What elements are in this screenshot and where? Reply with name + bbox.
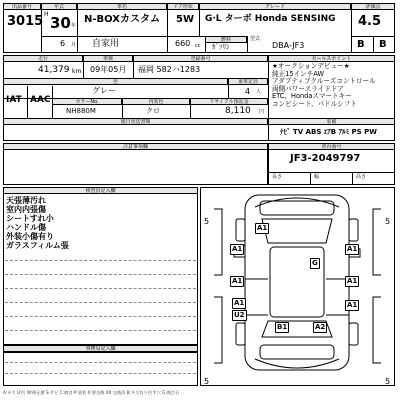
damage-mark: U2 — [234, 311, 245, 319]
inspector-note: ガラスフィルム張 — [6, 241, 69, 250]
damage-mark: B1 — [277, 323, 288, 331]
score-value: 4.5 — [358, 14, 382, 29]
transmission: IAT — [6, 95, 22, 105]
wheel-rear-right — [349, 323, 358, 345]
tread-front-right: 5 — [385, 217, 391, 226]
inspector-note: ハンドル傷 — [6, 223, 46, 232]
interior-color-label: 内装色 — [122, 98, 190, 105]
tread-front-left: 5 — [204, 217, 210, 226]
car-body-outline — [245, 195, 349, 370]
wheel-front-left — [236, 219, 245, 241]
selling-point: アダプティブクルーズコントロール — [272, 77, 376, 86]
inspector-note: 外装小傷有り — [6, 232, 54, 241]
recycle-unit: 円 — [259, 109, 265, 115]
year-suffix: 年 — [71, 23, 77, 29]
year-label: 年式 — [41, 3, 77, 10]
damage-mark: A1 — [347, 277, 358, 285]
inspector-notes — [6, 196, 156, 250]
interior-score: B — [357, 39, 365, 50]
lot-label: 出品番号 — [3, 3, 41, 10]
damage-mark: A1 — [232, 245, 243, 253]
damage-mark: A1 — [234, 299, 245, 307]
seats-label: 乗車定員 — [228, 78, 268, 85]
selling-points-label: セールスポイント — [268, 55, 395, 62]
damage-mark: A2 — [315, 323, 326, 331]
doors-value: 5W — [176, 14, 194, 25]
color-no-label: カラーNo. — [52, 98, 122, 105]
mileage-label: 走行 — [3, 55, 83, 62]
mileage-value: 41,379 — [38, 65, 70, 75]
month-value: 6 — [60, 39, 66, 48]
original-docs-label: 後日発送書類 — [3, 118, 268, 125]
seats-value: 4 — [245, 87, 251, 96]
wheel-front-right — [349, 219, 358, 241]
plate-value: 福岡 582ハ1283 — [138, 65, 201, 74]
selling-point: コンビシート、パドルシフト — [272, 99, 357, 108]
damage-mark: A1 — [257, 224, 268, 232]
damage-mark: G — [312, 259, 318, 267]
exterior-score: B — [379, 39, 387, 50]
equipment-value: ﾅﾋﾞ TV ABS ｴｱB ｱﾙﾐ PS PW — [280, 128, 377, 136]
color-value: グレー — [92, 86, 116, 95]
interior-color-value: クロ — [146, 107, 160, 115]
tread-rear-right: 5 — [385, 377, 391, 386]
plate-label: 登録番号 — [133, 55, 268, 62]
doors-label: ドア形状 — [167, 3, 199, 10]
chassis-height-label: 高さ — [356, 174, 367, 180]
aircon: AAC — [30, 95, 51, 105]
color-label: 色 — [3, 78, 228, 85]
selling-point: 純正15インチAW — [272, 69, 325, 78]
inspector-note: 天張薄汚れ — [6, 196, 46, 205]
inspection-value: 09年05月 — [90, 65, 127, 74]
inspector-note: シートすれ小 — [6, 214, 54, 223]
inspector-label: 検査員記入欄 — [3, 187, 198, 194]
damage-mark: A1 — [232, 277, 243, 285]
tread-rear-left: 5 — [204, 377, 210, 386]
chassis-value: JF3-2049797 — [290, 153, 361, 164]
car-name: N-BOXカスタム — [84, 14, 160, 25]
chassis-label: 車台番号 — [268, 143, 395, 150]
recycle-value: 8,110 — [225, 106, 251, 116]
selling-points-list — [272, 63, 394, 109]
selling-point: ★オークションデビュー★ — [272, 62, 350, 70]
chassis-length-label: 長さ — [272, 174, 283, 180]
chassis-width-label: 幅 — [314, 174, 320, 180]
footer-legend: A:キズ U:凹 W:修正歴 S:サビ C:腐食 P:塗装 X:要交換 XX:交換済 B:キズ有り凹 Y:穴 G:飛び石 — [3, 390, 180, 395]
equipment-label: 装備 — [268, 118, 395, 125]
lot-number: 3015 — [7, 14, 44, 29]
wheel-rear-left — [236, 323, 245, 345]
inspector-note: 室内内張傷 — [6, 205, 46, 214]
car-name-label: 車名 — [77, 3, 167, 10]
score-label: 評価点 — [351, 3, 395, 10]
selling-point: ETC、Hondaスマートキー — [272, 92, 352, 101]
damage-mark: A1 — [347, 245, 358, 253]
grade-label: グレード — [199, 3, 351, 10]
displacement-value: 660 — [175, 39, 191, 48]
fuel-value: ｶﾞｿﾘﾝ — [212, 43, 230, 51]
usage: 自家用 — [92, 39, 120, 49]
month-suffix: 月 — [71, 42, 77, 48]
era: H — [44, 11, 49, 18]
mileage-unit: km — [72, 68, 82, 75]
office-label: 事務局記入欄 — [3, 345, 198, 352]
notes-label: 注意事項欄 — [3, 143, 268, 150]
inspection-label: 車検 — [83, 55, 133, 62]
selling-point: 両側パワースライドドア — [272, 84, 344, 93]
grade-value: G·L ターボ Honda SENSING — [205, 14, 336, 24]
displacement-unit: cc — [195, 43, 201, 49]
model-code: DBA-JF3 — [272, 41, 305, 50]
office-box — [3, 352, 198, 386]
damage-mark: A1 — [347, 301, 358, 309]
color-no-value: NH880M — [66, 107, 96, 115]
recycle-label: リサイクル預託金 — [190, 98, 268, 105]
fuel-label: 燃料 — [205, 36, 247, 43]
model-code-label: 型式 — [250, 36, 261, 42]
seats-unit: 人 — [256, 89, 262, 95]
year-value: 30 — [50, 14, 71, 32]
